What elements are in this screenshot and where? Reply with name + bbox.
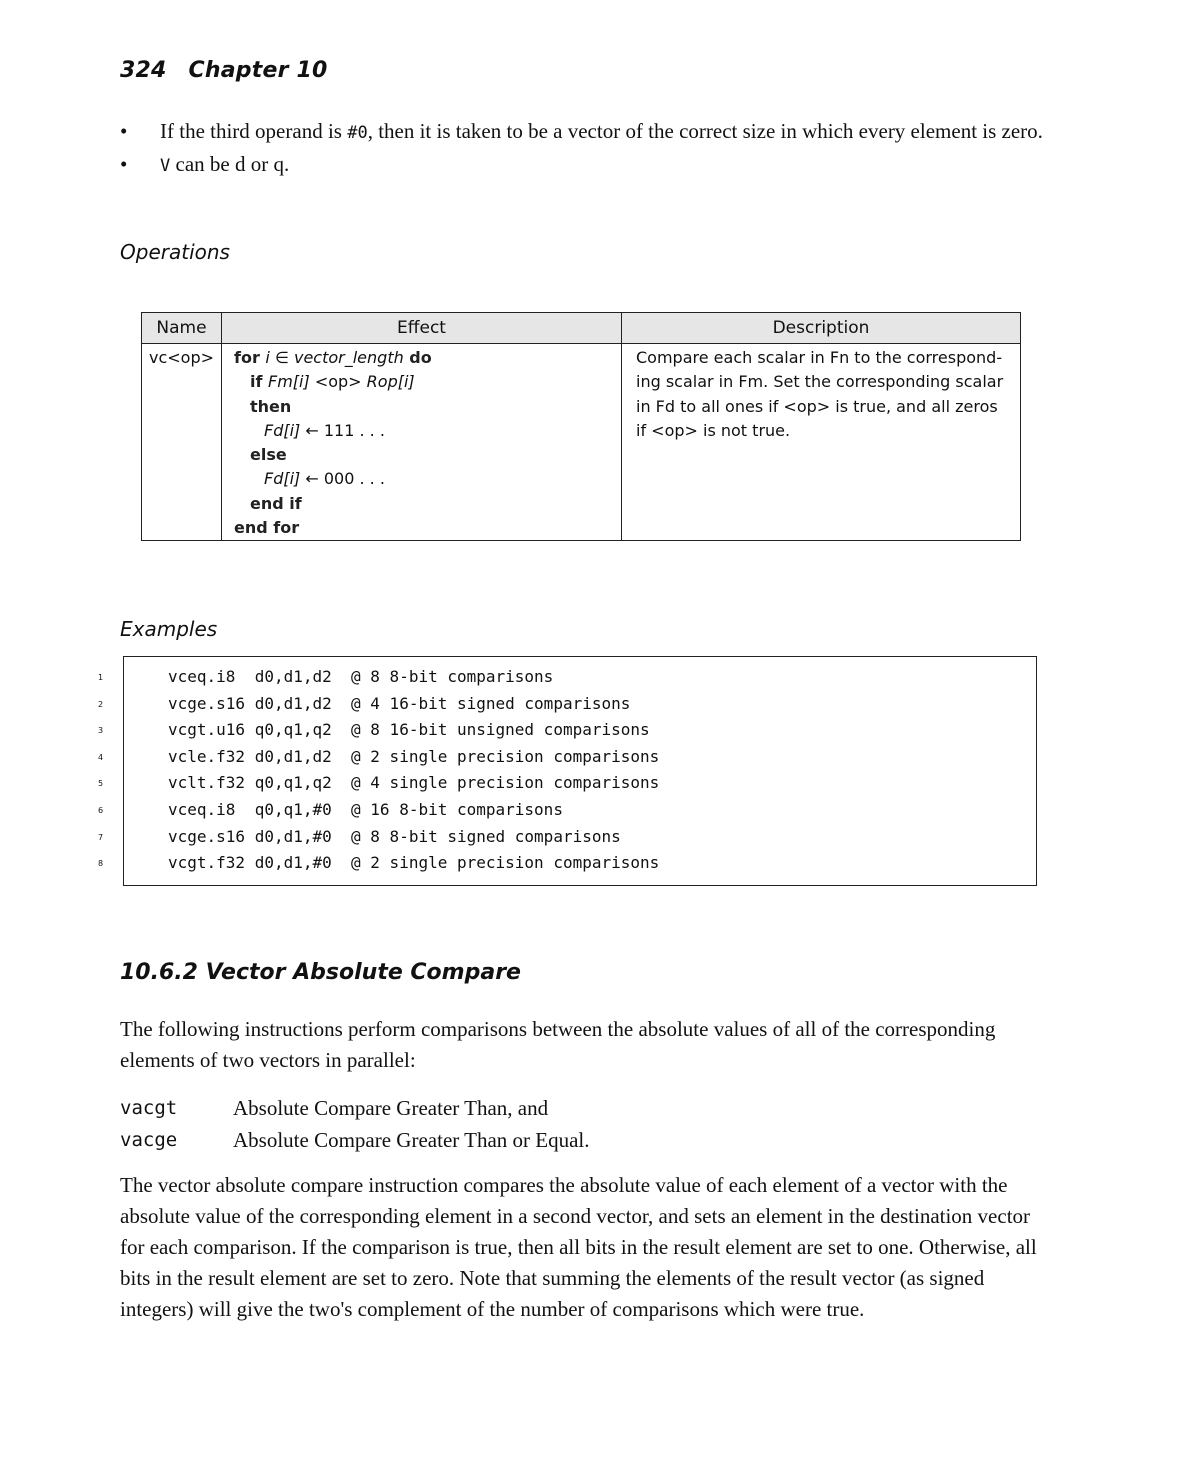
section-heading: 10.6.2 Vector Absolute Compare <box>120 960 521 985</box>
page-number: 324 <box>120 58 167 83</box>
code-line: vcgt.u16 q0,q1,q2 @ 8 16-bit unsigned comparisons <box>168 720 650 740</box>
op-effect-cell <box>222 344 622 541</box>
op-name: vc<op> <box>149 348 215 367</box>
line-number: 2 <box>98 699 104 709</box>
effect-line: Fd[i] ← 111 . . . <box>264 420 385 440</box>
instruction-description: Absolute Compare Greater Than or Equal. <box>233 1128 590 1152</box>
body-paragraph: The vector absolute compare instruction compares the absolute value of each element of a vector with the absolute value of the corresponding element in a second vector, and sets an element in the destination vector for each comparison. If the comparison is true, then all bits in the result element are set to one. Otherwise, all bits in the result element are set to zero. Note that summing the elements of the result vector (as signed integers) will give the two's complement of the number of comparisons which were true. <box>120 1173 1037 1321</box>
examples-heading: Examples <box>120 617 218 641</box>
line-number: 5 <box>98 779 104 789</box>
instruction-mnemonic: vacge <box>120 1129 178 1151</box>
operations-table <box>141 312 1021 541</box>
column-header-name: Name <box>142 313 222 344</box>
operations-heading: Operations <box>120 240 230 264</box>
effect-line: else <box>250 445 287 465</box>
chapter-title: Chapter 10 <box>188 58 328 83</box>
effect-line: for i ∈ vector_length do <box>234 348 432 367</box>
code-line: vcgt.f32 d0,d1,#0 @ 2 single precision comparisons <box>168 853 660 873</box>
examples-code <box>168 664 659 877</box>
intro-paragraph: The following instructions perform comparisons between the absolute values of all of the corresponding elements of two vectors in parallel: <box>120 1017 996 1072</box>
inline-code: #0 <box>347 123 368 143</box>
effect-line: then <box>250 396 292 416</box>
instruction-mnemonic: vacgt <box>120 1097 178 1119</box>
table-row <box>142 344 1021 541</box>
effect-line: end for <box>234 518 300 538</box>
inline-code: V <box>160 156 171 176</box>
instruction-description: Absolute Compare Greater Than, and <box>233 1096 549 1120</box>
effect-line: end if <box>250 493 302 513</box>
code-line: vcge.s16 d0,d1,d2 @ 4 16-bit signed comparisons <box>168 693 631 713</box>
code-line: vcge.s16 d0,d1,#0 @ 8 8-bit signed comparisons <box>168 826 621 846</box>
running-head <box>120 58 328 83</box>
column-header-description: Description <box>622 313 1021 344</box>
bullet-dot: • <box>120 119 128 143</box>
line-number: 4 <box>98 752 104 762</box>
op-name-cell <box>142 344 222 541</box>
line-number: 8 <box>98 859 104 869</box>
bullet-item: • V can be d or q. <box>120 149 1080 182</box>
code-line: vceq.i8 q0,q1,#0 @ 16 8-bit comparisons <box>168 799 563 819</box>
instruction-list <box>120 1092 590 1156</box>
code-line: vcle.f32 d0,d1,d2 @ 2 single precision comparisons <box>168 746 660 766</box>
bullet-list <box>120 116 1080 182</box>
bullet-dot: • <box>120 152 128 176</box>
effect-line: Fd[i] ← 000 . . . <box>264 469 385 489</box>
column-header-effect: Effect <box>222 313 622 344</box>
code-line: vclt.f32 q0,q1,q2 @ 4 single precision comparisons <box>168 773 660 793</box>
bullet-item: • If the third operand is #0, then it is taken to be a vector of the correct size in which every element is zero. <box>120 116 1080 149</box>
code-line: vceq.i8 d0,d1,d2 @ 8 8-bit comparisons <box>168 667 554 686</box>
instruction-item <box>120 1124 590 1156</box>
line-number: 6 <box>98 805 104 815</box>
line-number-column <box>98 664 103 877</box>
op-description-cell <box>622 344 1021 541</box>
line-number: 3 <box>98 726 104 736</box>
instruction-item <box>120 1092 590 1124</box>
op-description: Compare each scalar in Fn to the correspond-ing scalar in Fm. Set the corresponding scalar in Fd to all ones if <op> is true, and all zeros if <op> is not true. <box>636 348 1004 440</box>
line-number: 7 <box>98 832 104 842</box>
effect-line: if Fm[i] <op> Rop[i] <box>250 372 415 392</box>
line-number: 1 <box>98 673 104 682</box>
